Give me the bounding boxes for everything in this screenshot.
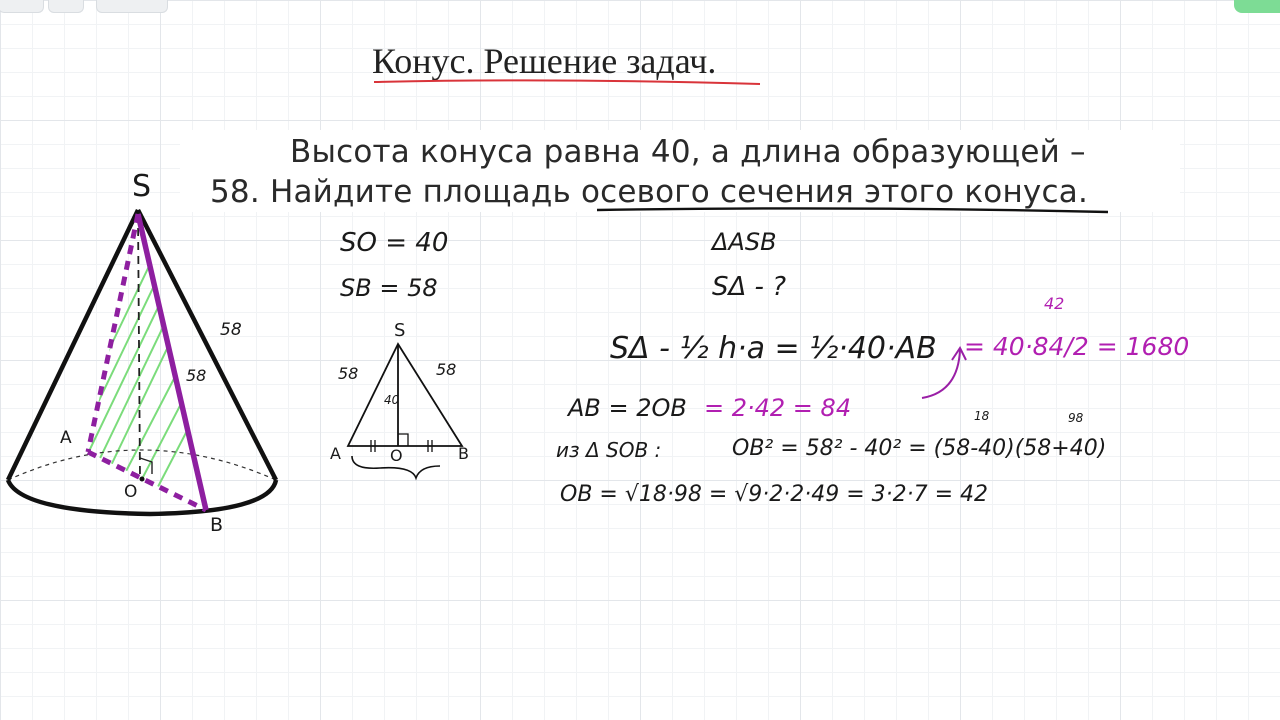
- factor-note-98: 98: [1068, 411, 1084, 425]
- triangle-name: ΔASB: [712, 228, 777, 256]
- given-height: SO = 40: [340, 228, 449, 258]
- given-generatrix: SB = 58: [340, 274, 438, 302]
- ab-value: = 2·42 = 84: [704, 394, 852, 422]
- triangle-height: 40: [384, 393, 400, 407]
- page-title: Конус. Решение задач.: [372, 41, 717, 81]
- ob-root: OB = √18·98 = √9·2·2·49 = 3·2·7 = 42: [560, 482, 989, 507]
- from-triangle: из Δ SOB :: [556, 438, 662, 462]
- triangle-left-side: 58: [338, 364, 359, 383]
- half-base-note: 42: [1044, 294, 1065, 313]
- triangle-label-a: A: [330, 444, 341, 463]
- triangle-right-side: 58: [436, 360, 457, 379]
- problem-text: 58. Найдите площадь: [210, 174, 581, 210]
- area-result: = 40·84/2 = 1680: [964, 332, 1190, 361]
- cone-label-a: A: [60, 428, 72, 448]
- cone-side-length: 58: [220, 320, 242, 340]
- cone-label-s: S: [132, 169, 152, 204]
- triangle-label-b: B: [458, 444, 469, 463]
- find-area: SΔ - ?: [712, 272, 787, 302]
- cone-label-b: B: [210, 514, 224, 536]
- cone-section-length: 58: [186, 366, 207, 385]
- factor-note-18: 18: [974, 409, 990, 423]
- area-formula: SΔ - ½ h·a = ½·40·AB: [610, 331, 937, 366]
- ab-equation: AB = 2OB: [568, 394, 687, 422]
- cone-label-o: O: [124, 482, 138, 502]
- problem-line-1: Высота конуса равна 40, а длина образующей –: [290, 134, 1086, 170]
- triangle-label-o: O: [390, 446, 403, 465]
- problem-period: .: [1077, 174, 1088, 210]
- triangle-label-s: S: [394, 320, 406, 341]
- ob-squared: OB² = 58² - 40² = (58-40)(58+40): [732, 436, 1107, 461]
- problem-highlight: осевого сечения этого конуса: [580, 174, 1078, 210]
